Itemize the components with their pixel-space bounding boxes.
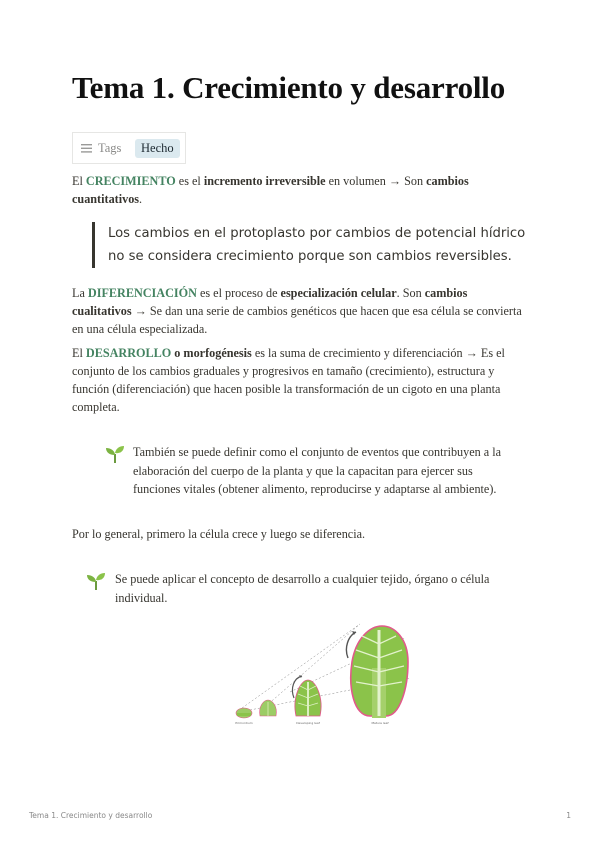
young-leaf — [260, 700, 277, 716]
tag-hecho[interactable]: Hecho — [135, 139, 180, 158]
callout-aplicacion — [85, 570, 495, 607]
properties-row — [72, 132, 186, 164]
paragraph-desarrollo: El DESARROLLO o morfogénesis es la suma de crecimiento y diferenciación → Es el conjunto de los cambios graduales y progresivos en tamaño (crecimiento), estructura y función (diferenciación) que hacen posible la transformación de un cigoto en una planta completa. — [72, 346, 505, 414]
footer-title: Tema 1. Crecimiento y desarrollo — [29, 811, 153, 820]
page-footer — [29, 811, 571, 823]
figure-caption-primordium: Primordium — [235, 721, 253, 725]
callout-text: También se puede definir como el conjunto de eventos que contribuyen a la elaboración del cuerpo de la planta y que la capacitan para ejercer sus funciones vitales (obtener alimento, reproducirse y adaptarse al ambiente). — [133, 445, 502, 496]
primordium-leaf — [236, 708, 252, 718]
term-crecimiento: CRECIMIENTO — [85, 174, 176, 188]
leaf-development-figure — [230, 618, 410, 726]
page-title: Tema 1. Crecimiento y desarrollo — [72, 70, 505, 105]
callout-definicion — [104, 443, 504, 499]
developing-leaf — [292, 675, 321, 716]
page-number: 1 — [566, 811, 571, 820]
figure-caption-developing: Developing leaf — [296, 721, 320, 725]
tags-label: Tags — [98, 140, 122, 155]
paragraph-crecimiento: El CRECIMIENTO es el incremento irreversible en volumen → Son cambios cuantitativos. — [72, 174, 469, 206]
quote-block: Los cambios en el protoplasto por cambios de potencial hídrico no se considera crecimiento porque son cambios reversibles. — [92, 222, 532, 268]
seedling-icon — [104, 443, 126, 465]
callout-text: Se puede aplicar el concepto de desarrollo a cualquier tejido, órgano o célula individual. — [115, 572, 490, 605]
mature-leaf — [346, 626, 408, 718]
paragraph-orden: Por lo general, primero la célula crece y luego se diferencia. — [72, 527, 366, 541]
term-diferenciacion: DIFERENCIACIÓN — [87, 286, 197, 300]
list-icon — [81, 144, 92, 153]
figure-caption-mature: Mature leaf — [371, 721, 389, 725]
seedling-icon — [85, 570, 107, 592]
term-desarrollo: DESARROLLO — [85, 346, 172, 360]
paragraph-diferenciacion: La DIFERENCIACIÓN es el proceso de especialización celular. Son cambios cualitativos → Se dan una serie de cambios genéticos que hacen que esa célula se convierta en una célula especializada. — [72, 286, 522, 336]
tags-property[interactable] — [73, 141, 135, 156]
